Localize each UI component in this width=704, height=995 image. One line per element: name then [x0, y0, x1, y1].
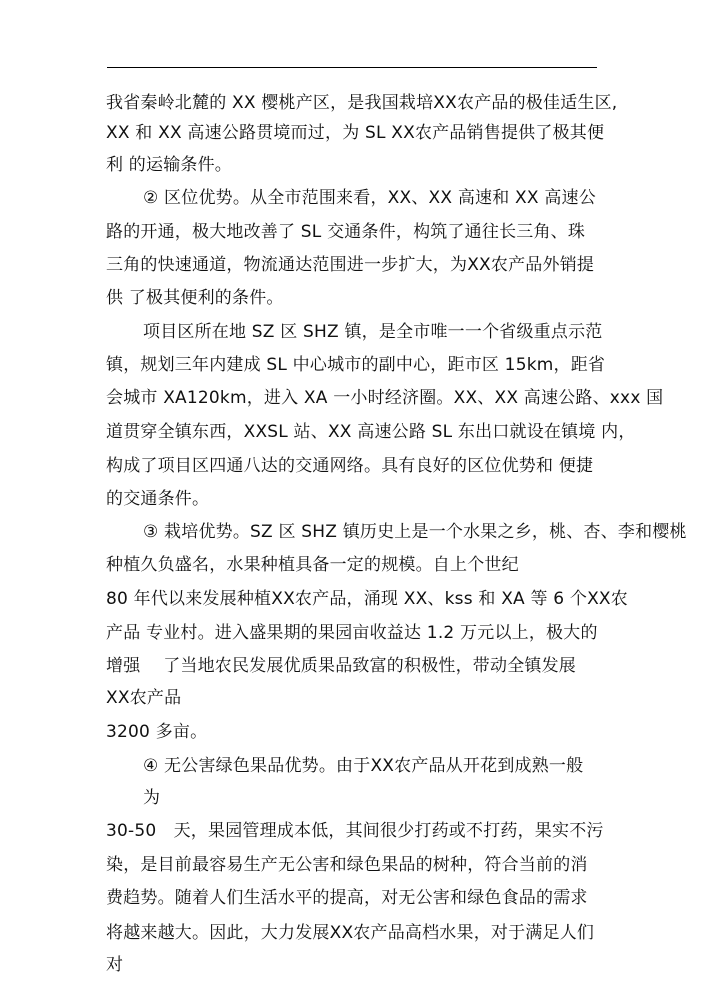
- text-line: 项目区所在地 SZ 区 SHZ 镇，是全市唯一一个省级重点示范: [143, 322, 603, 342]
- text-line: 供 了极其便利的条件。: [106, 288, 284, 308]
- text-line: ③ 栽培优势。SZ 区 SHZ 镇历史上是一个水果之乡，桃、杏、李和樱桃: [143, 522, 687, 542]
- text-line: 镇，规划三年内建成 SL 中心城市的副中心，距市区 15km，距省: [106, 355, 606, 375]
- text-line: 30-50 天，果园管理成本低，其间很少打药或不打药，果实不污: [106, 821, 604, 841]
- text-line: XX农产品: [106, 688, 182, 708]
- text-line: 染，是目前最容易生产无公害和绿色果品的树种，符合当前的消: [106, 855, 588, 875]
- text-line: ② 区位优势。从全市范围来看，XX、XX 高速和 XX 高速公: [143, 188, 596, 208]
- text-line: 利 的运输条件。: [106, 155, 233, 175]
- text-line: 3200 多亩。: [106, 722, 208, 742]
- text-line: 费趋势。随着人们生活水平的提高，对无公害和绿色食品的需求: [106, 888, 588, 908]
- text-line: 道贯穿全镇东西，XXSL 站、XX 高速公路 SL 东出口就设在镇境 内，: [106, 422, 636, 442]
- text-line: 对: [106, 955, 124, 975]
- text-line: 路的开通，极大地改善了 SL 交通条件，构筑了通往长三角、珠: [106, 222, 586, 242]
- text-line: 为: [143, 788, 161, 808]
- text-line: XX 和 XX 高速公路贯境而过，为 SL XX农产品销售提供了极其便: [106, 123, 605, 143]
- text-line: 三角的快速通道，物流通达范围进一步扩大，为XX农产品外销提: [106, 255, 595, 275]
- text-line: ④ 无公害绿色果品优势。由于XX农产品从开花到成熟一般: [143, 756, 584, 776]
- text-line: 80 年代以来发展种植XX农产品，涌现 XX、kss 和 XA 等 6 个XX农: [106, 589, 628, 609]
- text-line: 的交通条件。: [106, 489, 210, 509]
- header-rule: [107, 67, 597, 68]
- text-line: 种植久负盛名，水果种植具备一定的规模。自上个世纪: [106, 555, 519, 575]
- text-line: 会城市 XA120km，进入 XA 一小时经济圈。XX、XX 高速公路、xxx 国: [106, 388, 664, 408]
- text-line: 将越来越大。因此，大力发展XX农产品高档水果，对于满足人们: [106, 923, 595, 943]
- text-line: 我省秦岭北麓的 XX 樱桃产区，是我国栽培XX农产品的极佳适生区,: [106, 93, 618, 113]
- text-line: 构成了项目区四通八达的交通网络。具有良好的区位优势和 便捷: [106, 456, 594, 476]
- text-line: 增强 了当地农民发展优质果品致富的积极性，带动全镇发展: [106, 656, 577, 676]
- text-line: 产品 专业村。进入盛果期的果园亩收益达 1.2 万元以上，极大的: [106, 623, 598, 643]
